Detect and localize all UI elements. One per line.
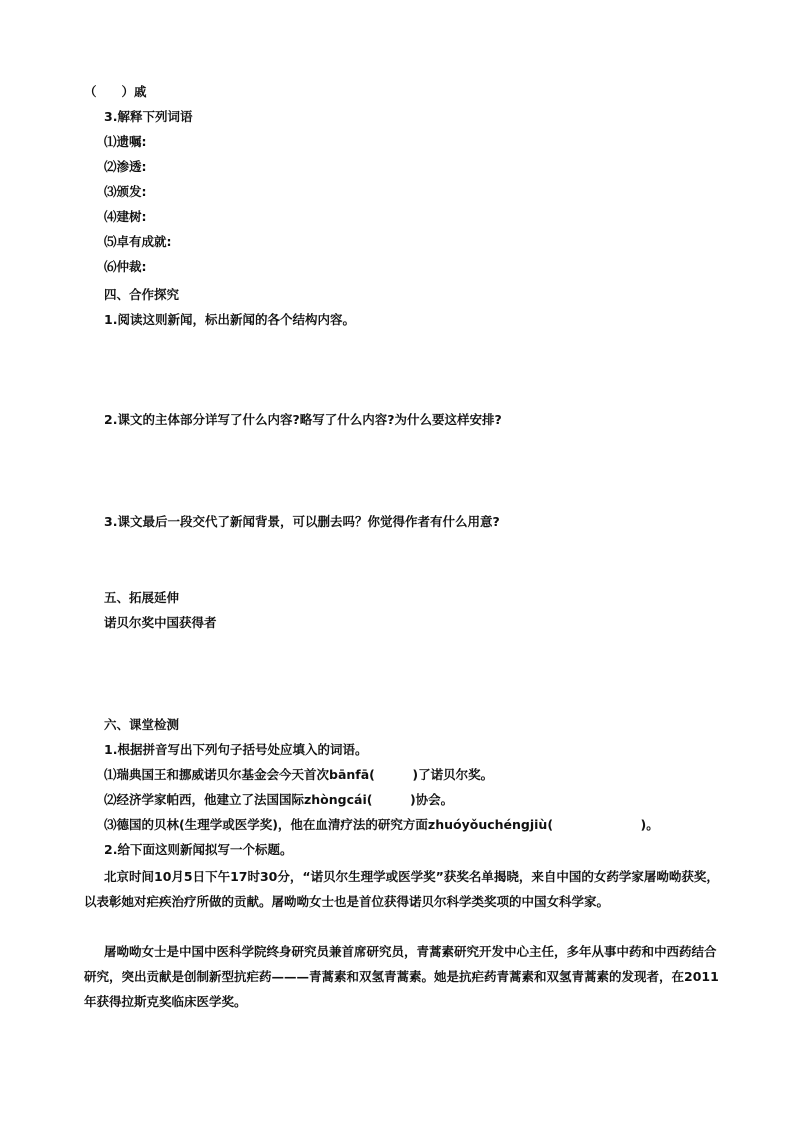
section-heading: 五、拓展延伸	[104, 590, 180, 605]
question-item: 2.课文的主体部分详写了什么内容?略写了什么内容?为什么要这样安排?	[104, 412, 502, 427]
fill-blank-item: ⑶德国的贝林(生理学或医学奖)，他在血清疗法的研究方面zhuóyǒuchéngjiù( )。	[104, 817, 659, 832]
fill-blank-item: ⑴瑞典国王和挪威诺贝尔基金会今天首次bānfā( )了诺贝尔奖。	[104, 767, 494, 782]
question-heading: 3.解释下列词语	[104, 109, 193, 124]
question-item: 3.课文最后一段交代了新闻背景，可以删去吗？你觉得作者有什么用意?	[104, 514, 500, 529]
question-item: 1.阅读这则新闻，标出新闻的各个结构内容。	[104, 312, 355, 327]
vocab-item: ⑹仲裁:	[104, 259, 147, 274]
news-paragraph-1: 北京时间10月5日下午17时30分，“诺贝尔生理学或医学奖”获奖名单揭晓，来自中国的女药学家屠呦呦获奖，以表彰她对疟疾治疗所做的贡献。屠呦呦女士也是首位获得诺贝尔科学类奖项的中国女科学家。	[84, 869, 719, 909]
subsection-title: 诺贝尔奖中国获得者	[104, 615, 217, 630]
vocab-item: ⑶颁发:	[104, 184, 147, 199]
vocab-item: ⑵渗透:	[104, 159, 147, 174]
question-heading: 2.给下面这则新闻拟写一个标题。	[104, 842, 293, 857]
news-paragraph-2: 屠呦呦女士是中国中医科学院终身研究员兼首席研究员，青蒿素研究开发中心主任，多年从事中药和中西药结合研究，突出贡献是创制新型抗疟药———青蒿素和双氢青蒿素。她是抗疟药青蒿素和双氢青蒿素的发现者，在2011年获得拉斯克奖临床医学奖。	[84, 944, 719, 1009]
question-heading: 1.根据拼音写出下列句子括号处应填入的词语。	[104, 742, 368, 757]
fill-blank-item: ⑵经济学家帕西，他建立了法国国际zhòngcái( )协会。	[104, 792, 454, 807]
vocab-item: ⑷建树:	[104, 209, 147, 224]
answer-bracket-line: （ ）戚	[84, 84, 147, 99]
section-heading: 四、合作探究	[104, 287, 180, 302]
vocab-item: ⑸卓有成就:	[104, 234, 172, 249]
vocab-item: ⑴遗嘱:	[104, 134, 147, 149]
section-heading: 六、课堂检测	[104, 717, 180, 732]
